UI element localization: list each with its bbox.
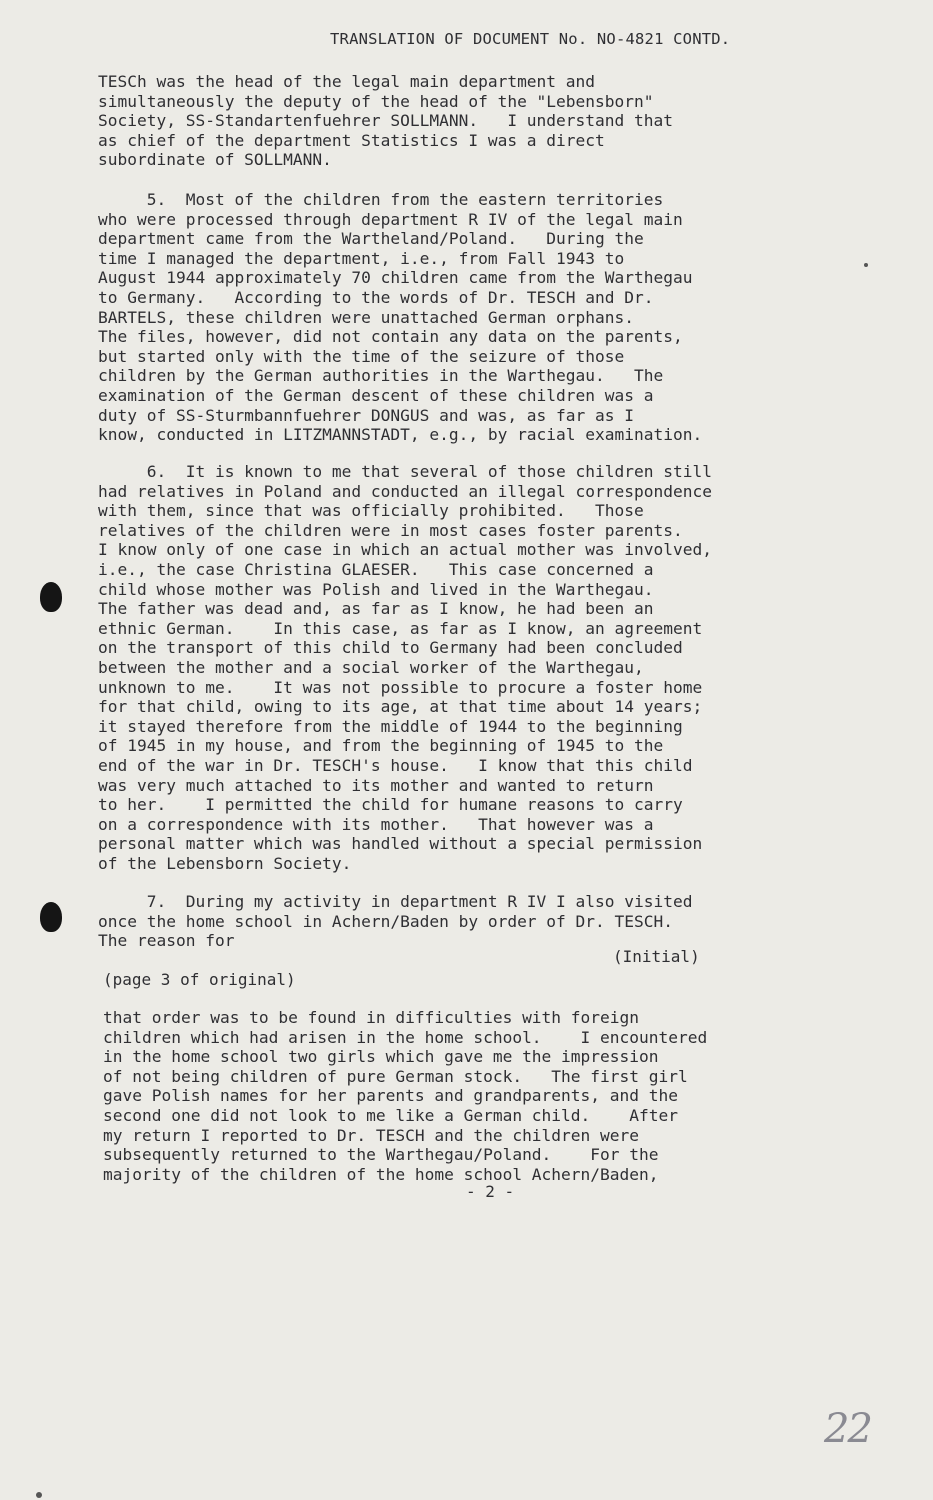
text-line: second one did not look to me like a German child. After — [103, 1105, 678, 1125]
document-header: TRANSLATION OF DOCUMENT No. NO-4821 CONTD. — [330, 30, 731, 48]
text-line: TESCh was the head of the legal main department and — [98, 72, 596, 91]
text-line: had relatives in Poland and conducted an illegal correspondence — [98, 481, 712, 501]
text-line: my return I reported to Dr. TESCH and the children were — [103, 1125, 640, 1145]
paragraph-1 — [98, 72, 838, 170]
text-line: know, conducted in LITZMANNSTADT, e.g., by racial examination. — [98, 425, 703, 445]
text-line: The files, however, did not contain any data on the parents, — [98, 327, 683, 347]
text-line: of not being children of pure German stock. The first girl — [103, 1066, 688, 1086]
punch-hole-icon — [40, 582, 62, 612]
paragraph-5 — [98, 190, 838, 445]
text-line: it stayed therefore from the middle of 1944 to the beginning — [98, 716, 683, 736]
text-line: i.e., the case Christina GLAESER. This case concerned a — [98, 559, 654, 579]
text-line: department came from the Wartheland/Poland. During the — [98, 229, 644, 249]
text-line: time I managed the department, i.e., from Fall 1943 to — [98, 248, 625, 268]
text-line: to Germany. According to the words of Dr. TESCH and Dr. — [98, 287, 654, 307]
paragraph-6 — [98, 462, 838, 873]
text-line: The father was dead and, as far as I know, he had been an — [98, 599, 654, 619]
text-line: for that child, owing to its age, at that time about 14 years; — [98, 697, 703, 717]
text-line: between the mother and a social worker of the Warthegau, — [98, 657, 644, 677]
text-line: but started only with the time of the seizure of those — [98, 346, 625, 366]
text-line: as chief of the department Statistics I was a direct — [98, 130, 605, 150]
text-line: of the Lebensborn Society. — [98, 853, 352, 873]
text-line: 6. It is known to me that several of those children still — [98, 462, 712, 481]
text-line: end of the war in Dr. TESCH's house. I know that this child — [98, 755, 693, 775]
text-line: Society, SS-Standartenfuehrer SOLLMANN. I understand that — [98, 111, 673, 131]
punch-hole-icon — [40, 902, 62, 932]
text-line: in the home school two girls which gave me the impression — [103, 1047, 659, 1067]
ink-speck — [36, 1492, 42, 1498]
text-line: of 1945 in my house, and from the beginning of 1945 to the — [98, 736, 664, 756]
text-line: relatives of the children were in most cases foster parents. — [98, 520, 683, 540]
text-line: duty of SS-Sturmbannfuehrer DONGUS and was, as far as I — [98, 405, 635, 425]
text-line: August 1944 approximately 70 children came from the Warthegau — [98, 268, 693, 288]
page-number: - 2 - — [466, 1182, 515, 1201]
ink-speck — [864, 263, 868, 267]
text-line: once the home school in Achern/Baden by order of Dr. TESCH. — [98, 911, 673, 931]
text-line: subordinate of SOLLMANN. — [98, 150, 332, 170]
text-line: on the transport of this child to Germany had been concluded — [98, 638, 683, 658]
initial-mark: (Initial) — [613, 947, 700, 966]
text-line: children by the German authorities in the Warthegau. The — [98, 366, 664, 386]
text-line: subsequently returned to the Warthegau/Poland. For the — [103, 1145, 659, 1165]
text-line: unknown to me. It was not possible to procure a foster home — [98, 677, 703, 697]
text-line: children which had arisen in the home school. I encountered — [103, 1027, 708, 1047]
text-line: was very much attached to its mother and wanted to return — [98, 775, 654, 795]
text-line: The reason for — [98, 931, 235, 951]
text-line: on a correspondence with its mother. That however was a — [98, 814, 654, 834]
text-line: with them, since that was officially prohibited. Those — [98, 501, 644, 521]
text-line: who were processed through department R IV of the legal main — [98, 209, 683, 229]
page-note: (page 3 of original) — [103, 970, 296, 989]
text-line: child whose mother was Polish and lived in the Warthegau. — [98, 579, 654, 599]
text-line: ethnic German. In this case, as far as I know, an agreement — [98, 618, 703, 638]
paragraph-8 — [103, 1008, 843, 1184]
paragraph-7 — [98, 892, 838, 951]
text-line: I know only of one case in which an actual mother was involved, — [98, 540, 712, 560]
text-line: simultaneously the deputy of the head of the "Lebensborn" — [98, 91, 654, 111]
text-line: BARTELS, these children were unattached German orphans. — [98, 307, 635, 327]
text-line: examination of the German descent of these children was a — [98, 385, 654, 405]
text-line: 5. Most of the children from the eastern territories — [98, 190, 664, 209]
text-line: personal matter which was handled without a special permission — [98, 834, 703, 854]
handwritten-page-number: 22 — [824, 1406, 871, 1452]
text-line: majority of the children of the home school Achern/Baden, — [103, 1164, 659, 1184]
text-line: gave Polish names for her parents and grandparents, and the — [103, 1086, 678, 1106]
text-line: to her. I permitted the child for humane reasons to carry — [98, 795, 683, 815]
text-line: 7. During my activity in department R IV I also visited — [98, 892, 693, 911]
text-line: that order was to be found in difficulties with foreign — [103, 1008, 640, 1027]
